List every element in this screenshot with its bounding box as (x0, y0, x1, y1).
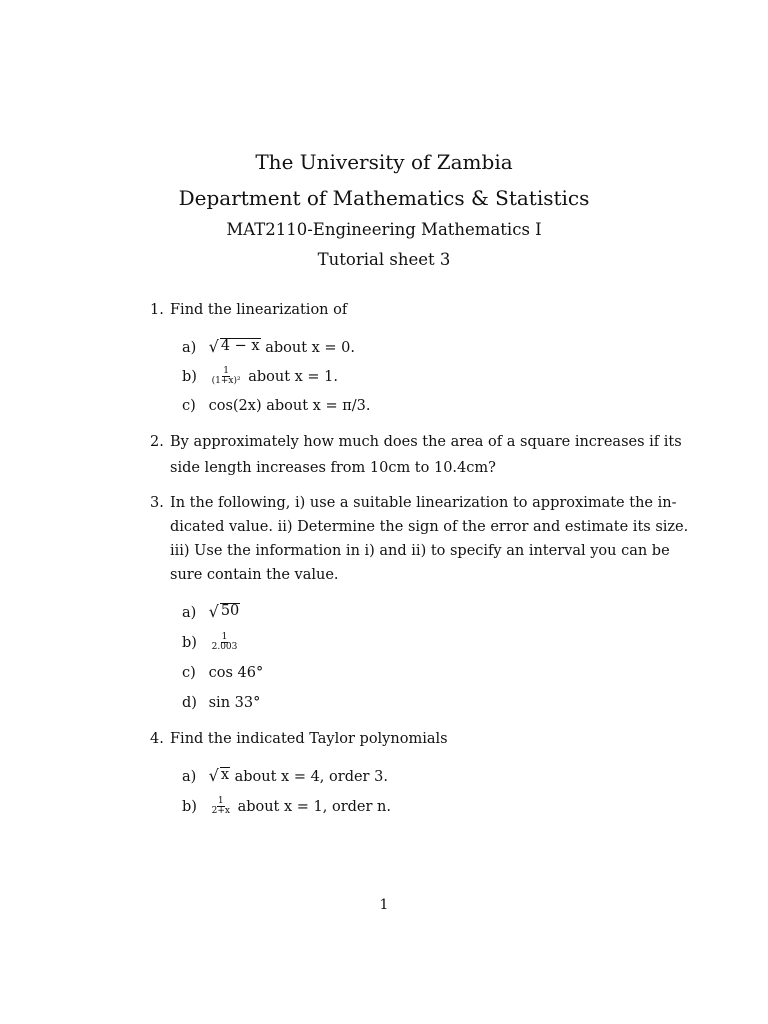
question-1a (182, 338, 355, 356)
fraction (211, 797, 231, 817)
page-number: 1 (379, 897, 389, 913)
fraction-denominator: 2.003 (211, 642, 238, 653)
part-label: a) (182, 339, 197, 356)
fraction (211, 367, 242, 387)
part-label: b) (182, 368, 197, 385)
part-tail: about x = 0. (265, 339, 356, 356)
question-3-line-1: In the following, i) use a suitable linearization to approximate the in- (170, 495, 677, 511)
part-label: b) (182, 798, 197, 815)
question-2-number: 2. (150, 434, 164, 450)
question-3a (182, 603, 240, 621)
sheet-title: Tutorial sheet 3 (317, 250, 451, 269)
part-expression: cos(2x) (208, 398, 262, 414)
question-2-line-1: By approximately how much does the area of a square increases if its (170, 434, 682, 450)
question-3-number: 3. (150, 495, 164, 511)
fraction-numerator: 1 (217, 796, 224, 806)
question-1-number: 1. (150, 302, 164, 318)
sqrt-expression: √ 50 (208, 601, 240, 621)
sqrt-argument: 4 − x (220, 338, 260, 354)
question-2-line-2: side length increases from 10cm to 10.4cm? (170, 460, 496, 476)
part-tail: about x = 4, order 3. (234, 768, 388, 785)
part-expression: cos 46° (208, 665, 264, 681)
part-label: a) (182, 604, 197, 621)
question-3b (182, 633, 240, 653)
part-label: d) (182, 695, 197, 711)
question-3c (182, 665, 263, 681)
part-label: c) (182, 665, 196, 681)
question-1b (182, 367, 338, 387)
question-3-line-2: dicated value. ii) Determine the sign of the error and estimate its size. (170, 519, 689, 535)
sqrt-argument: x (220, 767, 229, 783)
part-expression: sin 33° (208, 695, 261, 711)
part-label: a) (182, 768, 197, 785)
fraction-numerator: 1 (223, 366, 229, 376)
part-tail: about x = 1, order n. (237, 798, 391, 815)
question-4b (182, 797, 391, 817)
sqrt-expression: √ 4 − x (208, 336, 260, 356)
part-tail: about x = 1. (248, 368, 339, 385)
fraction-numerator: 1 (221, 632, 228, 642)
question-4-text: Find the indicated Taylor polynomials (170, 731, 448, 747)
part-tail: about x = π/3. (266, 398, 371, 414)
question-3d (182, 695, 260, 711)
question-1-text: Find the linearization of (170, 302, 348, 318)
question-3-line-4: sure contain the value. (170, 567, 339, 583)
sqrt-expression: √ x (208, 765, 229, 785)
fraction-denominator: 2+x (211, 806, 230, 817)
question-4a (182, 767, 388, 785)
fraction (211, 633, 239, 653)
part-label: c) (182, 398, 196, 414)
question-4-number: 4. (150, 731, 164, 747)
course-title: MAT2110-Engineering Mathematics I (226, 220, 542, 239)
question-3-line-3: iii) Use the information in i) and ii) to specify an interval you can be (170, 543, 670, 559)
university-title: The University of Zambia (255, 150, 513, 174)
sqrt-argument: 50 (220, 603, 240, 619)
question-1c (182, 398, 370, 414)
part-label: b) (182, 634, 197, 651)
department-title: Department of Mathematics & Statistics (178, 186, 590, 210)
fraction-denominator: (1+x)² (211, 376, 241, 387)
